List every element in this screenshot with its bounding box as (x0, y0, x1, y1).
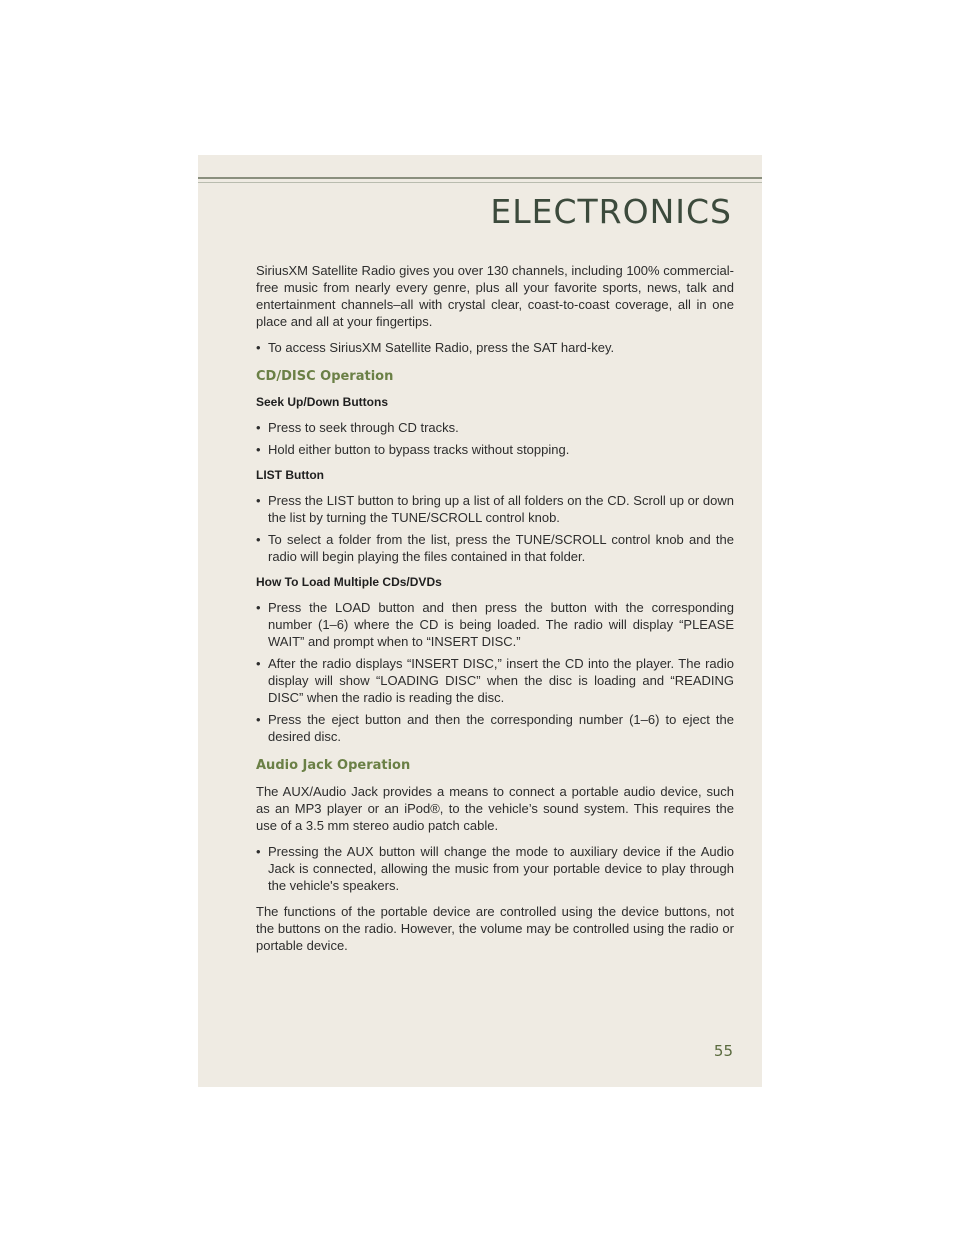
header-rule-thin (198, 182, 762, 183)
cd-section-title: CD/DISC Operation (256, 369, 394, 384)
page-content (256, 262, 734, 963)
list-item: • Press to seek through CD tracks. (256, 420, 459, 435)
page-number: 55 (713, 1042, 733, 1060)
bullet-icon: • (256, 340, 261, 355)
bullet-icon: • (256, 420, 261, 435)
audio-section-title: Audio Jack Operation (256, 758, 411, 773)
list-item: • Press the LOAD button and then press the button with the corresponding number (1–6) where the CD is being loaded. The radio will display “PLEASE WAIT” and prompt when to “INSERT DISC.” (256, 600, 734, 649)
load-bullets (256, 599, 734, 745)
manual-page (198, 155, 762, 1087)
audio-closing-paragraph: The functions of the portable device are controlled using the device buttons, not the buttons on the radio. However, the volume may be controlled using the radio or portable device. (256, 904, 734, 953)
header-rule (198, 177, 762, 179)
list-item: • To select a folder from the list, press the TUNE/SCROLL control knob and the radio will begin playing the files contained in that folder. (256, 532, 734, 564)
audio-paragraph: The AUX/Audio Jack provides a means to connect a portable audio device, such as an MP3 player or an iPod®, to the vehicle’s sound system. This requires the use of a 3.5 mm stereo audio patch cable. (256, 784, 734, 833)
intro-paragraph: SiriusXM Satellite Radio gives you over 130 channels, including 100% commercial-free music from nearly every genre, plus all your favorite sports, news, talk and entertainment channels–all with crystal clear, coast-to-coast coverage, all in one place and all at your fingertips. (256, 263, 734, 329)
list-item: • Pressing the AUX button will change the mode to auxiliary device if the Audio Jack is connected, allowing the music from your portable device to play through the vehicle's speakers. (256, 844, 734, 893)
intro-bullets (256, 339, 734, 356)
bullet-icon: • (256, 532, 261, 547)
bullet-icon: • (256, 442, 261, 457)
audio-bullets (256, 843, 734, 894)
bullet-icon: • (256, 600, 261, 615)
list-item: • Press the LIST button to bring up a list of all folders on the CD. Scroll up or down the list by turning the TUNE/SCROLL control knob. (256, 493, 734, 525)
list-item: • Hold either button to bypass tracks without stopping. (256, 442, 570, 457)
bullet-icon: • (256, 844, 261, 859)
list-item: • Press the eject button and then the corresponding number (1–6) to eject the desired disc. (256, 712, 734, 744)
list-button-heading: LIST Button (256, 468, 324, 482)
bullet-icon: • (256, 712, 261, 727)
list-bullets (256, 492, 734, 565)
seek-bullets (256, 419, 734, 458)
bullet-icon: • (256, 656, 261, 671)
section-header: ELECTRONICS (490, 192, 732, 231)
load-heading: How To Load Multiple CDs/DVDs (256, 575, 442, 589)
list-item: • To access SiriusXM Satellite Radio, press the SAT hard-key. (256, 340, 615, 355)
seek-heading: Seek Up/Down Buttons (256, 395, 389, 409)
bullet-icon: • (256, 493, 261, 508)
list-item: • After the radio displays “INSERT DISC,” insert the CD into the player. The radio display will show “LOADING DISC” when the disc is loading and “READING DISC” when the radio is reading the disc. (256, 656, 734, 705)
